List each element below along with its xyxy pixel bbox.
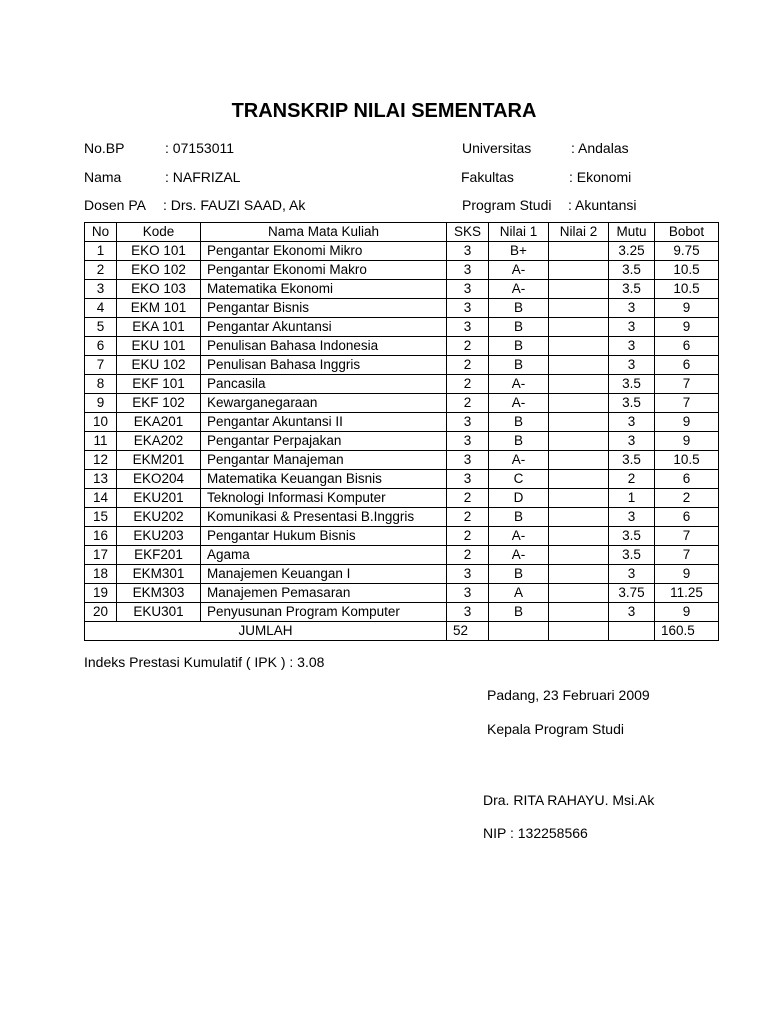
cell-nilai-2	[549, 527, 609, 546]
universitas-value: : Andalas	[571, 140, 629, 156]
cell-nama-mata-kuliah: Pengantar Perpajakan	[201, 432, 447, 451]
cell-mutu: 3.5	[609, 394, 655, 413]
table-row	[85, 356, 719, 375]
cell-kode: EKO 103	[117, 280, 201, 299]
cell-mutu: 1	[609, 489, 655, 508]
cell-mutu: 3.5	[609, 546, 655, 565]
cell-mutu: 3.5	[609, 451, 655, 470]
nama-value: : NAFRIZAL	[165, 169, 241, 185]
cell-mutu: 3	[609, 603, 655, 622]
cell-kode: EKF 101	[117, 375, 201, 394]
cell-nilai-2	[549, 280, 609, 299]
cell-bobot: 9	[655, 432, 719, 451]
cell-kode: EKO 102	[117, 261, 201, 280]
cell-nilai-2	[549, 470, 609, 489]
cell-no: 7	[85, 356, 117, 375]
cell-nama-mata-kuliah: Matematika Keuangan Bisnis	[201, 470, 447, 489]
table-row	[85, 603, 719, 622]
cell-no: 18	[85, 565, 117, 584]
table-row	[85, 546, 719, 565]
cell-mutu: 3	[609, 413, 655, 432]
table-row	[85, 394, 719, 413]
cell-kode: EKU 101	[117, 337, 201, 356]
cell-nilai-1: A-	[489, 527, 549, 546]
cell-no: 1	[85, 242, 117, 261]
cell-nilai-2	[549, 299, 609, 318]
table-row	[85, 451, 719, 470]
cell-nilai-2	[549, 261, 609, 280]
cell-bobot: 10.5	[655, 280, 719, 299]
cell-nama-mata-kuliah: Pengantar Hukum Bisnis	[201, 527, 447, 546]
total-bobot: 160.5	[655, 622, 719, 641]
dosen-pa-label: Dosen PA	[84, 197, 146, 213]
cell-kode: EKU202	[117, 508, 201, 527]
cell-no: 17	[85, 546, 117, 565]
nobp-value: : 07153011	[165, 140, 235, 156]
table-row	[85, 299, 719, 318]
cell-nilai-1: B	[489, 508, 549, 527]
cell-no: 10	[85, 413, 117, 432]
cell-mutu: 3.5	[609, 280, 655, 299]
cell-nama-mata-kuliah: Pengantar Akuntansi	[201, 318, 447, 337]
cell-nama-mata-kuliah: Teknologi Informasi Komputer	[201, 489, 447, 508]
header-no: No	[85, 223, 117, 242]
cell-nilai-2	[549, 546, 609, 565]
header-bobot: Bobot	[655, 223, 719, 242]
cell-nilai-1: A-	[489, 451, 549, 470]
cell-nilai-1: B	[489, 299, 549, 318]
cell-bobot: 7	[655, 375, 719, 394]
cell-bobot: 2	[655, 489, 719, 508]
cell-bobot: 9	[655, 565, 719, 584]
table-row	[85, 261, 719, 280]
cell-nilai-1: B+	[489, 242, 549, 261]
cell-no: 2	[85, 261, 117, 280]
cell-nilai-1: A-	[489, 546, 549, 565]
cell-sks: 3	[447, 413, 489, 432]
cell-nilai-2	[549, 242, 609, 261]
nobp-label: No.BP	[84, 140, 125, 156]
cell-sks: 3	[447, 280, 489, 299]
cell-mutu: 3.5	[609, 527, 655, 546]
signatory-position: Kepala Program Studi	[487, 721, 624, 737]
cell-sks: 3	[447, 242, 489, 261]
cell-mutu: 3	[609, 508, 655, 527]
cell-mutu: 3	[609, 565, 655, 584]
cell-nilai-1: B	[489, 432, 549, 451]
cell-nilai-2	[549, 451, 609, 470]
program-studi-value: : Akuntansi	[568, 197, 637, 213]
fakultas-value: : Ekonomi	[569, 169, 632, 185]
document-title: TRANSKRIP NILAI SEMENTARA	[231, 100, 537, 122]
cell-kode: EKU 102	[117, 356, 201, 375]
cell-no: 12	[85, 451, 117, 470]
cell-sks: 2	[447, 527, 489, 546]
cell-mutu: 3	[609, 356, 655, 375]
cell-no: 19	[85, 584, 117, 603]
table-row	[85, 565, 719, 584]
total-label: JUMLAH	[85, 622, 447, 641]
header-nilai-1: Nilai 1	[489, 223, 549, 242]
cell-bobot: 9	[655, 299, 719, 318]
universitas-label: Universitas	[462, 140, 532, 156]
cell-nilai-1: D	[489, 489, 549, 508]
cell-bobot: 6	[655, 356, 719, 375]
cell-sks: 2	[447, 337, 489, 356]
cell-kode: EKM303	[117, 584, 201, 603]
cell-no: 3	[85, 280, 117, 299]
cell-mutu: 3.5	[609, 261, 655, 280]
cell-bobot: 10.5	[655, 451, 719, 470]
cell-nama-mata-kuliah: Matematika Ekonomi	[201, 280, 447, 299]
cell-sks: 3	[447, 318, 489, 337]
total-nilai2-empty	[549, 622, 609, 641]
table-row	[85, 337, 719, 356]
cell-kode: EKO 101	[117, 242, 201, 261]
cell-nilai-1: B	[489, 356, 549, 375]
cell-kode: EKM201	[117, 451, 201, 470]
table-row	[85, 242, 719, 261]
cell-mutu: 3	[609, 337, 655, 356]
cell-sks: 2	[447, 508, 489, 527]
cell-nama-mata-kuliah: Penulisan Bahasa Indonesia	[201, 337, 447, 356]
place-date: Padang, 23 Februari 2009	[487, 687, 650, 703]
cell-nilai-2	[549, 375, 609, 394]
cell-kode: EKA201	[117, 413, 201, 432]
table-row	[85, 489, 719, 508]
cell-no: 6	[85, 337, 117, 356]
cell-kode: EKU301	[117, 603, 201, 622]
cell-mutu: 3.25	[609, 242, 655, 261]
transcript-table	[84, 222, 719, 641]
cell-nilai-2	[549, 508, 609, 527]
cell-nilai-2	[549, 413, 609, 432]
table-row	[85, 584, 719, 603]
cell-nilai-1: A	[489, 584, 549, 603]
table-row	[85, 470, 719, 489]
cell-no: 5	[85, 318, 117, 337]
cell-no: 11	[85, 432, 117, 451]
cell-nilai-1: A-	[489, 375, 549, 394]
cell-nama-mata-kuliah: Manajemen Pemasaran	[201, 584, 447, 603]
cell-kode: EKF 102	[117, 394, 201, 413]
cell-kode: EKM301	[117, 565, 201, 584]
fakultas-label: Fakultas	[461, 169, 514, 185]
cell-sks: 3	[447, 261, 489, 280]
table-row	[85, 527, 719, 546]
cell-mutu: 3	[609, 299, 655, 318]
cell-bobot: 7	[655, 527, 719, 546]
cell-nama-mata-kuliah: Komunikasi & Presentasi B.Inggris	[201, 508, 447, 527]
cell-sks: 2	[447, 375, 489, 394]
cell-nilai-1: A-	[489, 394, 549, 413]
ipk-text: Indeks Prestasi Kumulatif ( IPK ) : 3.08	[84, 654, 325, 670]
cell-nilai-2	[549, 584, 609, 603]
cell-nama-mata-kuliah: Pengantar Ekonomi Mikro	[201, 242, 447, 261]
header-nama-mata-kuliah: Nama Mata Kuliah	[201, 223, 447, 242]
nama-label: Nama	[84, 169, 122, 185]
cell-nama-mata-kuliah: Pengantar Ekonomi Makro	[201, 261, 447, 280]
cell-bobot: 7	[655, 394, 719, 413]
cell-no: 13	[85, 470, 117, 489]
header-nilai-2: Nilai 2	[549, 223, 609, 242]
cell-sks: 3	[447, 603, 489, 622]
cell-no: 16	[85, 527, 117, 546]
table-header-row	[85, 223, 719, 242]
cell-nilai-1: B	[489, 565, 549, 584]
cell-kode: EKM 101	[117, 299, 201, 318]
header-sks: SKS	[447, 223, 489, 242]
cell-sks: 3	[447, 470, 489, 489]
total-mutu-empty	[609, 622, 655, 641]
cell-mutu: 3.5	[609, 375, 655, 394]
header-kode: Kode	[117, 223, 201, 242]
table-row	[85, 318, 719, 337]
cell-sks: 3	[447, 299, 489, 318]
cell-nama-mata-kuliah: Kewarganegaraan	[201, 394, 447, 413]
cell-nilai-2	[549, 603, 609, 622]
cell-nama-mata-kuliah: Manajemen Keuangan I	[201, 565, 447, 584]
cell-sks: 2	[447, 546, 489, 565]
total-row	[85, 622, 719, 641]
cell-bobot: 6	[655, 470, 719, 489]
cell-nilai-1: B	[489, 337, 549, 356]
header-mutu: Mutu	[609, 223, 655, 242]
table-row	[85, 413, 719, 432]
cell-mutu: 2	[609, 470, 655, 489]
cell-nama-mata-kuliah: Pancasila	[201, 375, 447, 394]
cell-bobot: 7	[655, 546, 719, 565]
cell-no: 4	[85, 299, 117, 318]
cell-nilai-1: A-	[489, 280, 549, 299]
cell-kode: EKA 101	[117, 318, 201, 337]
cell-nama-mata-kuliah: Penulisan Bahasa Inggris	[201, 356, 447, 375]
cell-bobot: 9	[655, 603, 719, 622]
total-nilai1-empty	[489, 622, 549, 641]
cell-mutu: 3	[609, 432, 655, 451]
cell-nilai-1: C	[489, 470, 549, 489]
cell-nilai-2	[549, 318, 609, 337]
cell-sks: 2	[447, 489, 489, 508]
signatory-nip: NIP : 132258566	[483, 825, 588, 841]
cell-kode: EKU201	[117, 489, 201, 508]
cell-mutu: 3	[609, 318, 655, 337]
cell-kode: EKF201	[117, 546, 201, 565]
cell-no: 20	[85, 603, 117, 622]
cell-nilai-2	[549, 565, 609, 584]
total-sks: 52	[447, 622, 489, 641]
cell-bobot: 9	[655, 413, 719, 432]
dosen-pa-value: : Drs. FAUZI SAAD, Ak	[163, 197, 306, 213]
cell-kode: EKO204	[117, 470, 201, 489]
table-row	[85, 432, 719, 451]
cell-nilai-1: B	[489, 318, 549, 337]
table-row	[85, 375, 719, 394]
cell-nilai-2	[549, 489, 609, 508]
cell-sks: 3	[447, 565, 489, 584]
cell-nilai-1: B	[489, 413, 549, 432]
cell-bobot: 6	[655, 508, 719, 527]
cell-bobot: 9.75	[655, 242, 719, 261]
cell-sks: 3	[447, 584, 489, 603]
cell-nilai-1: A-	[489, 261, 549, 280]
cell-sks: 2	[447, 356, 489, 375]
cell-nama-mata-kuliah: Pengantar Bisnis	[201, 299, 447, 318]
cell-sks: 2	[447, 394, 489, 413]
cell-kode: EKA202	[117, 432, 201, 451]
cell-kode: EKU203	[117, 527, 201, 546]
cell-nilai-2	[549, 432, 609, 451]
cell-nilai-2	[549, 394, 609, 413]
cell-nama-mata-kuliah: Agama	[201, 546, 447, 565]
cell-no: 15	[85, 508, 117, 527]
cell-nilai-2	[549, 356, 609, 375]
cell-sks: 3	[447, 451, 489, 470]
signatory-name: Dra. RITA RAHAYU. Msi.Ak	[483, 792, 655, 808]
table-row	[85, 280, 719, 299]
cell-bobot: 9	[655, 318, 719, 337]
cell-bobot: 6	[655, 337, 719, 356]
cell-bobot: 10.5	[655, 261, 719, 280]
cell-nama-mata-kuliah: Pengantar Manajeman	[201, 451, 447, 470]
cell-mutu: 3.75	[609, 584, 655, 603]
cell-nilai-1: B	[489, 603, 549, 622]
cell-no: 14	[85, 489, 117, 508]
program-studi-label: Program Studi	[462, 197, 552, 213]
cell-no: 9	[85, 394, 117, 413]
table-row	[85, 508, 719, 527]
cell-sks: 3	[447, 432, 489, 451]
cell-nama-mata-kuliah: Penyusunan Program Komputer	[201, 603, 447, 622]
cell-no: 8	[85, 375, 117, 394]
cell-nama-mata-kuliah: Pengantar Akuntansi II	[201, 413, 447, 432]
cell-nilai-2	[549, 337, 609, 356]
cell-bobot: 11.25	[655, 584, 719, 603]
